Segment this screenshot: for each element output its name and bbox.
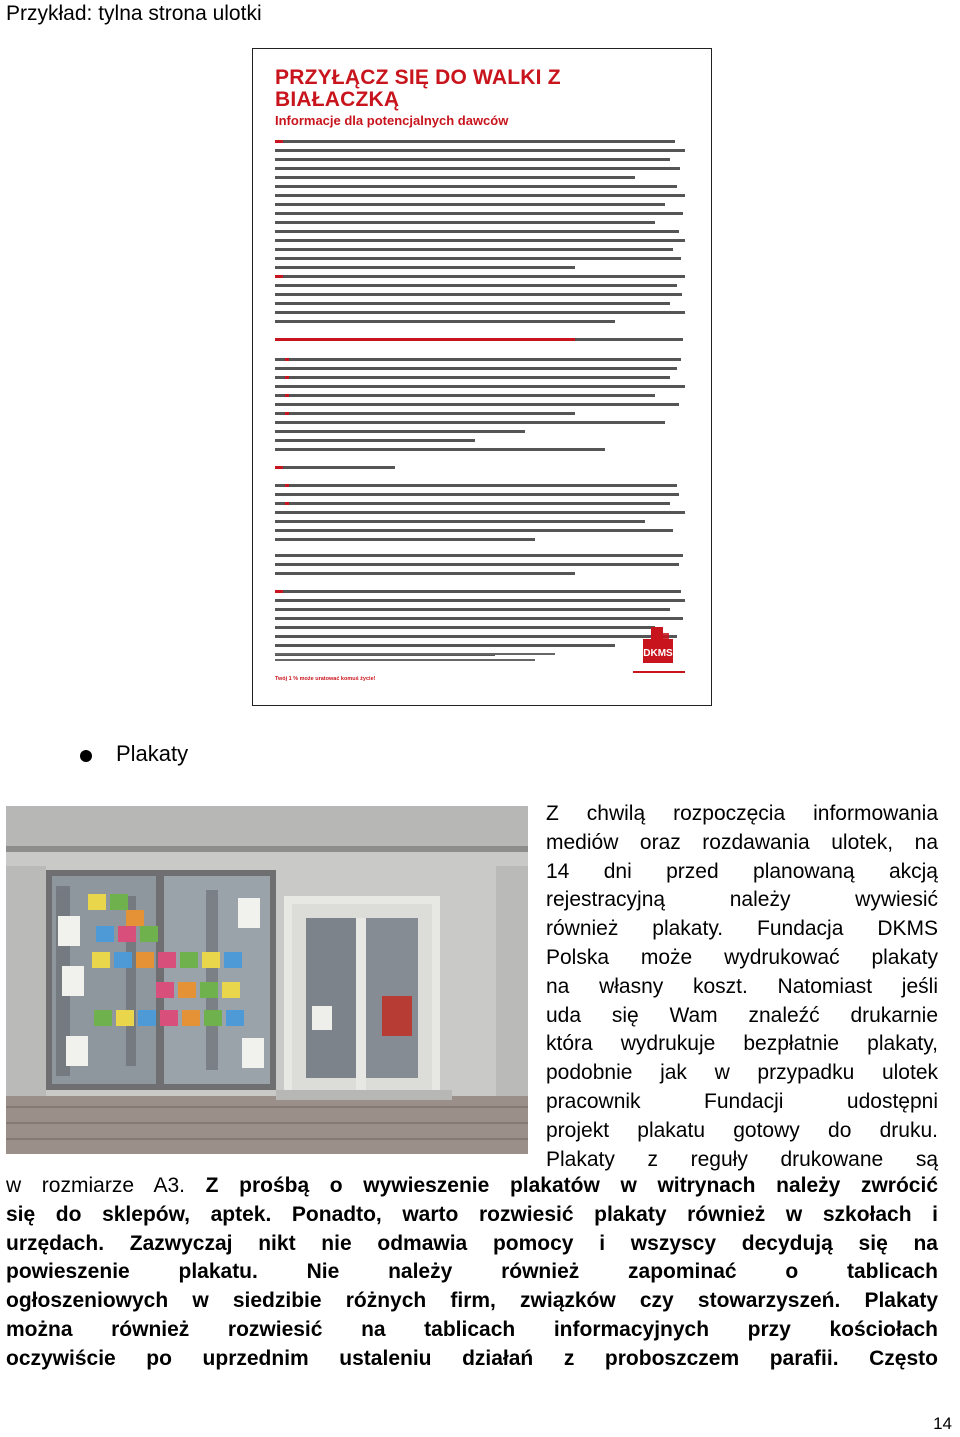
building-entrance-photo (6, 806, 528, 1154)
paragraph-line: na własny koszt. Natomiast jeśli (546, 974, 938, 998)
paragraph-line: ogłoszeniowych w siedzibie różnych firm, związków czy stowarzyszeń. Plakaty (6, 1289, 938, 1313)
leaflet-text-lines (275, 138, 691, 658)
paragraph-line: rejestracyjną należy wywiesić (546, 888, 938, 912)
paragraph-line: oczywiście po uprzednim ustaleniu działań z proboszczem parafii. Często (6, 1346, 938, 1370)
page-heading: Przykład: tylna strona ulotki (6, 2, 262, 25)
dkms-logo-icon (603, 625, 693, 689)
paragraph-line: można również rozwiesić na tablicach informacyjnych przy kościołach (6, 1317, 938, 1341)
paragraph-line: się do sklepów, aptek. Ponadto, warto rozwiesić plakaty również w szkołach i (6, 1202, 938, 1226)
leaflet-body-texture (275, 138, 689, 662)
paragraph-line: mediów oraz rozdawania ulotek, na (546, 830, 938, 854)
paragraph-line: projekt plakatu gotowy do druku. (546, 1118, 938, 1142)
dkms-logo-text: DKMS (643, 648, 673, 659)
paragraph-line: pracownik Fundacji udostępni (546, 1089, 938, 1113)
section-heading-plakaty: Plakaty (116, 741, 189, 766)
paragraph-text-bold: Z prośbą o wywieszenie plakatów w witrynach należy zwrócić (205, 1174, 938, 1197)
leaflet-footer-lines (275, 651, 575, 673)
leaflet-subtitle: Informacje dla potencjalnych dawców (275, 113, 509, 128)
paragraph-line: podobnie jak w przypadku ulotek (546, 1061, 938, 1085)
paragraph-line: urzędach. Zazwyczaj nikt nie odmawia pomocy i wszyscy decydują się na (6, 1231, 938, 1255)
intro-paragraph (546, 800, 938, 1174)
paragraph-line: 14 dni przed planowaną akcją (546, 859, 938, 883)
paragraph-line: uda się Wam znaleźć drukarnie (546, 1003, 938, 1027)
paragraph-line: która wydrukuje bezpłatnie plakaty, (546, 1032, 938, 1056)
paragraph-line (6, 1172, 938, 1201)
bullet-icon (80, 750, 92, 762)
leaflet-image (252, 48, 712, 706)
page-number: 14 (933, 1414, 952, 1433)
paragraph-line: Polska może wydrukować plakaty (546, 945, 938, 969)
paragraph-line: Z chwilą rozpoczęcia informowania (546, 802, 938, 825)
leaflet-footer-highlight: Twój 1 % może uratować komuś życie! (275, 676, 376, 682)
paragraph-line: powieszenie plakatu. Nie należy również zapominać o tablicach (6, 1260, 938, 1284)
paragraph-line: również plakaty. Fundacja DKMS (546, 917, 938, 941)
posters-paragraph (6, 1172, 938, 1374)
paragraph-line: Plakaty z reguły drukowane są (546, 1147, 938, 1171)
leaflet-title: PRZYŁĄCZ SIĘ DO WALKI Z BIAŁACZKĄ (275, 66, 561, 111)
paragraph-text-normal: w rozmiarze A3. (6, 1174, 206, 1197)
